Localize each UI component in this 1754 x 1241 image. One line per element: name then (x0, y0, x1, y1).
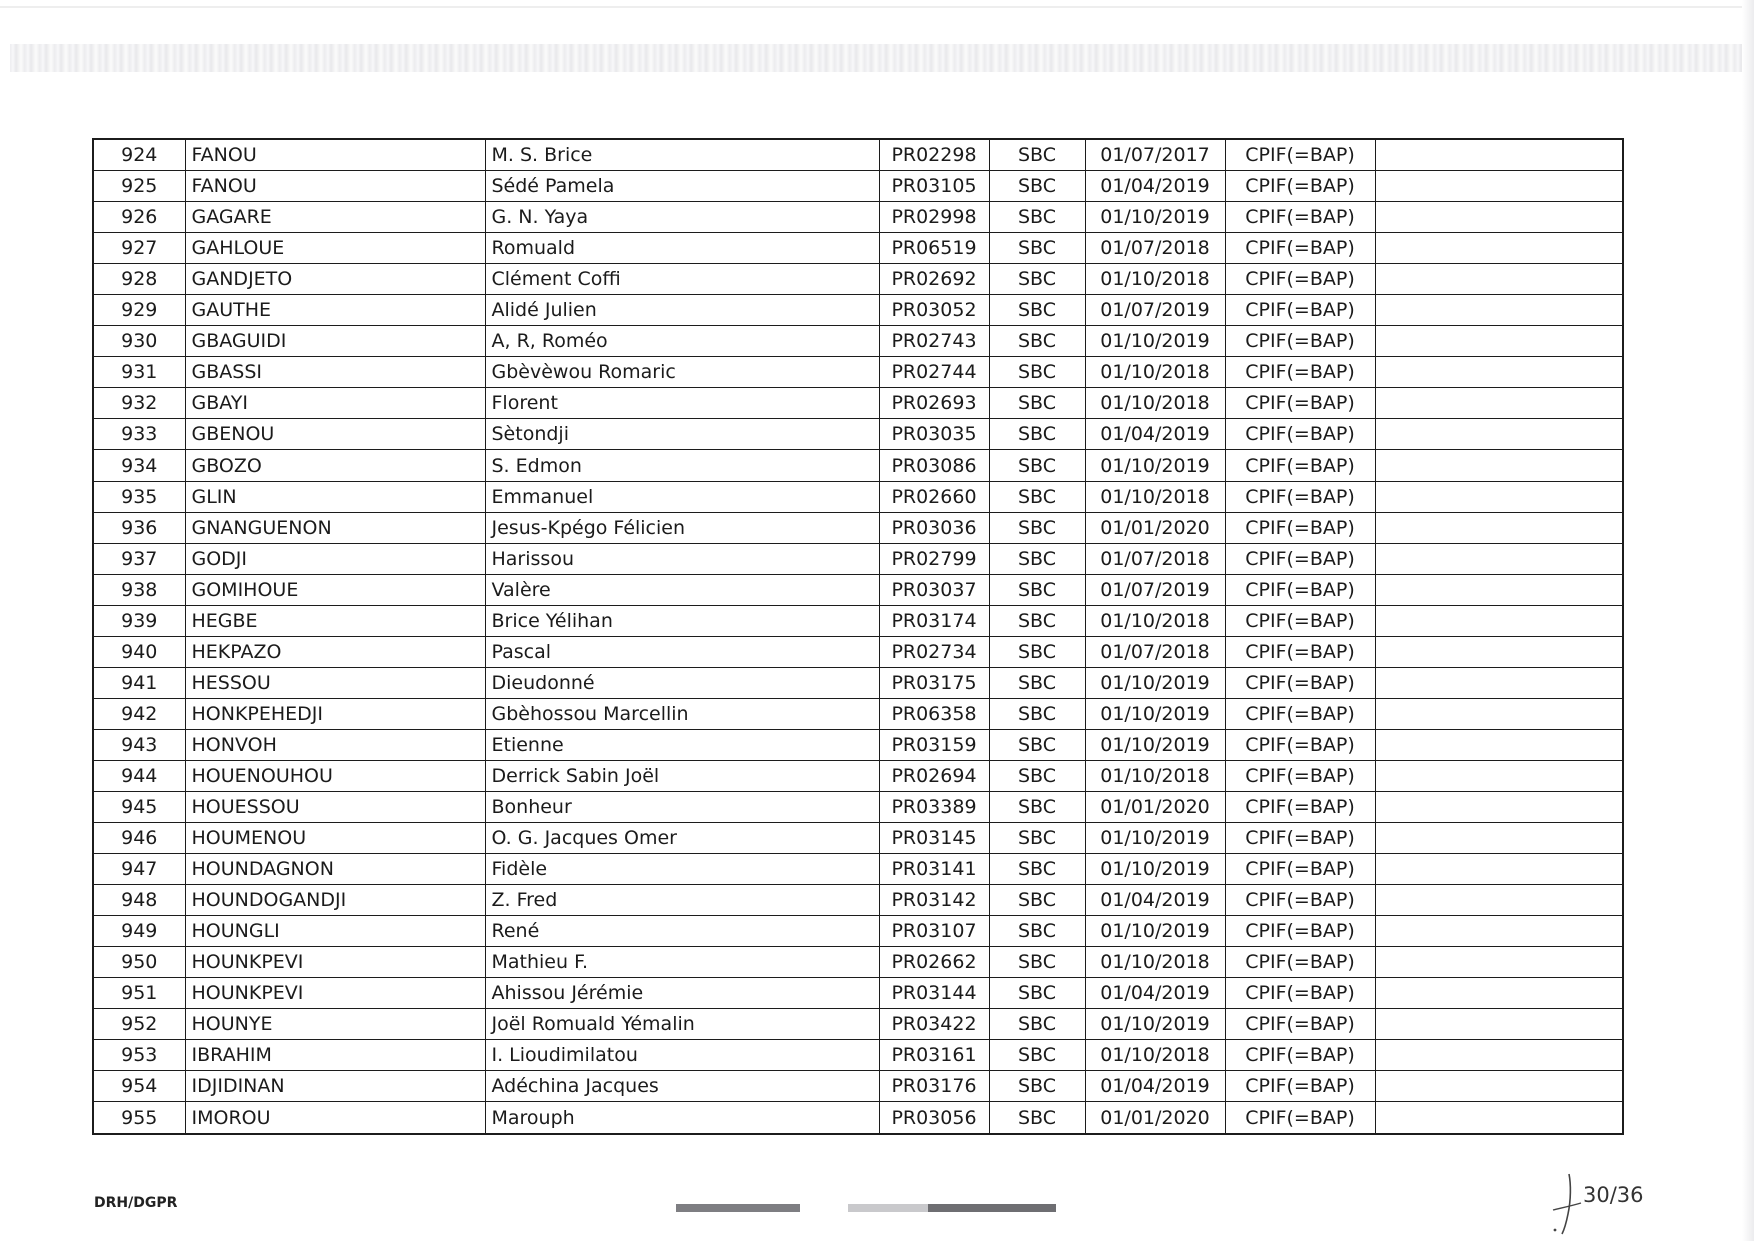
row-number-cell: 951 (93, 978, 185, 1009)
first-names-cell: Fidèle (485, 854, 879, 885)
category-cell: CPIF(=BAP) (1225, 1102, 1375, 1134)
observation-cell (1375, 574, 1623, 605)
observation-cell (1375, 264, 1623, 295)
table-row (93, 202, 1623, 233)
table-row (93, 978, 1623, 1009)
status-cell: SBC (989, 419, 1085, 450)
last-name-cell: GBOZO (185, 450, 485, 481)
matricule-cell: PR03037 (879, 574, 989, 605)
category-cell: CPIF(=BAP) (1225, 357, 1375, 388)
category-cell: CPIF(=BAP) (1225, 450, 1375, 481)
first-names-cell: Emmanuel (485, 481, 879, 512)
table-row (93, 823, 1623, 854)
category-cell: CPIF(=BAP) (1225, 543, 1375, 574)
effective-date-cell: 01/07/2019 (1085, 295, 1225, 326)
matricule-cell: PR06519 (879, 233, 989, 264)
matricule-cell: PR02662 (879, 947, 989, 978)
status-cell: SBC (989, 202, 1085, 233)
category-cell: CPIF(=BAP) (1225, 605, 1375, 636)
effective-date-cell: 01/07/2017 (1085, 139, 1225, 171)
last-name-cell: HOUNKPEVI (185, 947, 485, 978)
category-cell: CPIF(=BAP) (1225, 1009, 1375, 1040)
table-row (93, 139, 1623, 171)
last-name-cell: IDJIDINAN (185, 1071, 485, 1102)
category-cell: CPIF(=BAP) (1225, 481, 1375, 512)
table-row (93, 388, 1623, 419)
matricule-cell: PR02298 (879, 139, 989, 171)
effective-date-cell: 01/10/2018 (1085, 1040, 1225, 1071)
observation-cell (1375, 667, 1623, 698)
effective-date-cell: 01/04/2019 (1085, 978, 1225, 1009)
row-number-cell: 947 (93, 854, 185, 885)
category-cell: CPIF(=BAP) (1225, 233, 1375, 264)
status-cell: SBC (989, 233, 1085, 264)
category-cell: CPIF(=BAP) (1225, 295, 1375, 326)
row-number-cell: 954 (93, 1071, 185, 1102)
table-row (93, 605, 1623, 636)
category-cell: CPIF(=BAP) (1225, 854, 1375, 885)
table-row (93, 729, 1623, 760)
observation-cell (1375, 202, 1623, 233)
effective-date-cell: 01/10/2019 (1085, 854, 1225, 885)
observation-cell (1375, 295, 1623, 326)
status-cell: SBC (989, 729, 1085, 760)
matricule-cell: PR02799 (879, 543, 989, 574)
matricule-cell: PR03144 (879, 978, 989, 1009)
matricule-cell: PR02694 (879, 760, 989, 791)
status-cell: SBC (989, 760, 1085, 791)
status-cell: SBC (989, 636, 1085, 667)
category-cell: CPIF(=BAP) (1225, 388, 1375, 419)
scan-header-noise (10, 44, 1745, 72)
matricule-cell: PR03141 (879, 854, 989, 885)
first-names-cell: I. Lioudimilatou (485, 1040, 879, 1071)
category-cell: CPIF(=BAP) (1225, 419, 1375, 450)
last-name-cell: HOUMENOU (185, 823, 485, 854)
table-row (93, 450, 1623, 481)
row-number-cell: 938 (93, 574, 185, 605)
matricule-cell: PR02743 (879, 326, 989, 357)
first-names-cell: Mathieu F. (485, 947, 879, 978)
first-names-cell: G. N. Yaya (485, 202, 879, 233)
row-number-cell: 925 (93, 171, 185, 202)
first-names-cell: Brice Yélihan (485, 605, 879, 636)
table-row (93, 357, 1623, 388)
observation-cell (1375, 636, 1623, 667)
category-cell: CPIF(=BAP) (1225, 264, 1375, 295)
row-number-cell: 950 (93, 947, 185, 978)
table-row (93, 760, 1623, 791)
row-number-cell: 930 (93, 326, 185, 357)
table-row (93, 792, 1623, 823)
last-name-cell: GANDJETO (185, 264, 485, 295)
last-name-cell: GNANGUENON (185, 512, 485, 543)
first-names-cell: Z. Fred (485, 885, 879, 916)
last-name-cell: HOUNYE (185, 1009, 485, 1040)
row-number-cell: 945 (93, 792, 185, 823)
last-name-cell: HESSOU (185, 667, 485, 698)
observation-cell (1375, 357, 1623, 388)
last-name-cell: FANOU (185, 171, 485, 202)
first-names-cell: Harissou (485, 543, 879, 574)
first-names-cell: Pascal (485, 636, 879, 667)
matricule-cell: PR03422 (879, 1009, 989, 1040)
category-cell: CPIF(=BAP) (1225, 202, 1375, 233)
effective-date-cell: 01/10/2018 (1085, 947, 1225, 978)
observation-cell (1375, 947, 1623, 978)
first-names-cell: M. S. Brice (485, 139, 879, 171)
table-row (93, 481, 1623, 512)
first-names-cell: Ahissou Jérémie (485, 978, 879, 1009)
first-names-cell: Dieudonné (485, 667, 879, 698)
status-cell: SBC (989, 667, 1085, 698)
observation-cell (1375, 1071, 1623, 1102)
table-row (93, 885, 1623, 916)
first-names-cell: O. G. Jacques Omer (485, 823, 879, 854)
table-row (93, 1102, 1623, 1134)
table-row (93, 543, 1623, 574)
effective-date-cell: 01/10/2019 (1085, 823, 1225, 854)
observation-cell (1375, 916, 1623, 947)
row-number-cell: 940 (93, 636, 185, 667)
category-cell: CPIF(=BAP) (1225, 823, 1375, 854)
last-name-cell: HOUENOUHOU (185, 760, 485, 791)
effective-date-cell: 01/10/2019 (1085, 729, 1225, 760)
row-number-cell: 926 (93, 202, 185, 233)
footer-scan-bar (676, 1204, 1056, 1212)
table-row (93, 698, 1623, 729)
category-cell: CPIF(=BAP) (1225, 574, 1375, 605)
status-cell: SBC (989, 171, 1085, 202)
status-cell: SBC (989, 605, 1085, 636)
matricule-cell: PR02998 (879, 202, 989, 233)
row-number-cell: 934 (93, 450, 185, 481)
last-name-cell: GAGARE (185, 202, 485, 233)
matricule-cell: PR03145 (879, 823, 989, 854)
matricule-cell: PR03159 (879, 729, 989, 760)
table-row (93, 1071, 1623, 1102)
staff-table-body (93, 139, 1623, 1134)
status-cell: SBC (989, 326, 1085, 357)
first-names-cell: Derrick Sabin Joël (485, 760, 879, 791)
row-number-cell: 946 (93, 823, 185, 854)
table-row (93, 916, 1623, 947)
status-cell: SBC (989, 139, 1085, 171)
last-name-cell: HONVOH (185, 729, 485, 760)
first-names-cell: Alidé Julien (485, 295, 879, 326)
matricule-cell: PR03175 (879, 667, 989, 698)
row-number-cell: 931 (93, 357, 185, 388)
matricule-cell: PR02660 (879, 481, 989, 512)
last-name-cell: GLIN (185, 481, 485, 512)
table-row (93, 264, 1623, 295)
effective-date-cell: 01/04/2019 (1085, 419, 1225, 450)
table-row (93, 636, 1623, 667)
observation-cell (1375, 171, 1623, 202)
last-name-cell: HOUESSOU (185, 792, 485, 823)
observation-cell (1375, 978, 1623, 1009)
observation-cell (1375, 1009, 1623, 1040)
first-names-cell: Gbèvèwou Romaric (485, 357, 879, 388)
last-name-cell: GAUTHE (185, 295, 485, 326)
table-row (93, 295, 1623, 326)
category-cell: CPIF(=BAP) (1225, 729, 1375, 760)
first-names-cell: Romuald (485, 233, 879, 264)
category-cell: CPIF(=BAP) (1225, 326, 1375, 357)
row-number-cell: 928 (93, 264, 185, 295)
category-cell: CPIF(=BAP) (1225, 792, 1375, 823)
last-name-cell: GBAGUIDI (185, 326, 485, 357)
observation-cell (1375, 543, 1623, 574)
staff-table (92, 138, 1624, 1135)
row-number-cell: 949 (93, 916, 185, 947)
effective-date-cell: 01/10/2018 (1085, 481, 1225, 512)
matricule-cell: PR03142 (879, 885, 989, 916)
category-cell: CPIF(=BAP) (1225, 667, 1375, 698)
last-name-cell: HOUNDOGANDJI (185, 885, 485, 916)
matricule-cell: PR03056 (879, 1102, 989, 1134)
matricule-cell: PR03035 (879, 419, 989, 450)
matricule-cell: PR03105 (879, 171, 989, 202)
effective-date-cell: 01/10/2019 (1085, 202, 1225, 233)
table-row (93, 1009, 1623, 1040)
effective-date-cell: 01/01/2020 (1085, 792, 1225, 823)
effective-date-cell: 01/10/2018 (1085, 388, 1225, 419)
row-number-cell: 955 (93, 1102, 185, 1134)
row-number-cell: 933 (93, 419, 185, 450)
last-name-cell: IBRAHIM (185, 1040, 485, 1071)
table-row (93, 171, 1623, 202)
first-names-cell: Bonheur (485, 792, 879, 823)
table-row (93, 667, 1623, 698)
footer-code: DRH/DGPR (94, 1195, 178, 1211)
effective-date-cell: 01/07/2018 (1085, 233, 1225, 264)
category-cell: CPIF(=BAP) (1225, 760, 1375, 791)
category-cell: CPIF(=BAP) (1225, 171, 1375, 202)
status-cell: SBC (989, 295, 1085, 326)
matricule-cell: PR03389 (879, 792, 989, 823)
row-number-cell: 952 (93, 1009, 185, 1040)
matricule-cell: PR03107 (879, 916, 989, 947)
observation-cell (1375, 698, 1623, 729)
status-cell: SBC (989, 978, 1085, 1009)
table-row (93, 574, 1623, 605)
row-number-cell: 941 (93, 667, 185, 698)
last-name-cell: HONKPEHEDJI (185, 698, 485, 729)
last-name-cell: HOUNKPEVI (185, 978, 485, 1009)
row-number-cell: 939 (93, 605, 185, 636)
matricule-cell: PR02693 (879, 388, 989, 419)
matricule-cell: PR02744 (879, 357, 989, 388)
row-number-cell: 924 (93, 139, 185, 171)
status-cell: SBC (989, 264, 1085, 295)
matricule-cell: PR02692 (879, 264, 989, 295)
matricule-cell: PR03052 (879, 295, 989, 326)
row-number-cell: 935 (93, 481, 185, 512)
status-cell: SBC (989, 450, 1085, 481)
category-cell: CPIF(=BAP) (1225, 1071, 1375, 1102)
status-cell: SBC (989, 1071, 1085, 1102)
effective-date-cell: 01/10/2019 (1085, 326, 1225, 357)
row-number-cell: 937 (93, 543, 185, 574)
status-cell: SBC (989, 1102, 1085, 1134)
row-number-cell: 944 (93, 760, 185, 791)
observation-cell (1375, 326, 1623, 357)
observation-cell (1375, 823, 1623, 854)
effective-date-cell: 01/01/2020 (1085, 512, 1225, 543)
last-name-cell: HOUNGLI (185, 916, 485, 947)
observation-cell (1375, 450, 1623, 481)
status-cell: SBC (989, 916, 1085, 947)
status-cell: SBC (989, 792, 1085, 823)
status-cell: SBC (989, 698, 1085, 729)
row-number-cell: 929 (93, 295, 185, 326)
observation-cell (1375, 885, 1623, 916)
observation-cell (1375, 1040, 1623, 1071)
category-cell: CPIF(=BAP) (1225, 947, 1375, 978)
table-row (93, 233, 1623, 264)
observation-cell (1375, 792, 1623, 823)
category-cell: CPIF(=BAP) (1225, 978, 1375, 1009)
observation-cell (1375, 388, 1623, 419)
last-name-cell: GBAYI (185, 388, 485, 419)
last-name-cell: GBENOU (185, 419, 485, 450)
last-name-cell: HOUNDAGNON (185, 854, 485, 885)
page-number: 30/36 (1583, 1183, 1644, 1207)
table-row (93, 326, 1623, 357)
last-name-cell: GODJI (185, 543, 485, 574)
matricule-cell: PR03036 (879, 512, 989, 543)
first-names-cell: Florent (485, 388, 879, 419)
category-cell: CPIF(=BAP) (1225, 698, 1375, 729)
status-cell: SBC (989, 947, 1085, 978)
observation-cell (1375, 760, 1623, 791)
observation-cell (1375, 729, 1623, 760)
first-names-cell: Marouph (485, 1102, 879, 1134)
last-name-cell: GOMIHOUE (185, 574, 485, 605)
observation-cell (1375, 233, 1623, 264)
category-cell: CPIF(=BAP) (1225, 1040, 1375, 1071)
status-cell: SBC (989, 1009, 1085, 1040)
observation-cell (1375, 512, 1623, 543)
effective-date-cell: 01/10/2018 (1085, 760, 1225, 791)
status-cell: SBC (989, 854, 1085, 885)
category-cell: CPIF(=BAP) (1225, 512, 1375, 543)
observation-cell (1375, 419, 1623, 450)
last-name-cell: FANOU (185, 139, 485, 171)
last-name-cell: HEGBE (185, 605, 485, 636)
table-row (93, 512, 1623, 543)
status-cell: SBC (989, 543, 1085, 574)
category-cell: CPIF(=BAP) (1225, 636, 1375, 667)
category-cell: CPIF(=BAP) (1225, 139, 1375, 171)
first-names-cell: Sédé Pamela (485, 171, 879, 202)
effective-date-cell: 01/10/2019 (1085, 916, 1225, 947)
observation-cell (1375, 481, 1623, 512)
last-name-cell: IMOROU (185, 1102, 485, 1134)
status-cell: SBC (989, 388, 1085, 419)
observation-cell (1375, 1102, 1623, 1134)
row-number-cell: 943 (93, 729, 185, 760)
row-number-cell: 953 (93, 1040, 185, 1071)
first-names-cell: A, R, Roméo (485, 326, 879, 357)
matricule-cell: PR03161 (879, 1040, 989, 1071)
first-names-cell: Clément Coffi (485, 264, 879, 295)
matricule-cell: PR03176 (879, 1071, 989, 1102)
row-number-cell: 942 (93, 698, 185, 729)
status-cell: SBC (989, 574, 1085, 605)
first-names-cell: Etienne (485, 729, 879, 760)
effective-date-cell: 01/10/2019 (1085, 667, 1225, 698)
effective-date-cell: 01/07/2018 (1085, 543, 1225, 574)
status-cell: SBC (989, 885, 1085, 916)
table-row (93, 1040, 1623, 1071)
category-cell: CPIF(=BAP) (1225, 885, 1375, 916)
first-names-cell: Adéchina Jacques (485, 1071, 879, 1102)
table-row (93, 854, 1623, 885)
matricule-cell: PR03174 (879, 605, 989, 636)
effective-date-cell: 01/01/2020 (1085, 1102, 1225, 1134)
effective-date-cell: 01/10/2019 (1085, 1009, 1225, 1040)
row-number-cell: 932 (93, 388, 185, 419)
row-number-cell: 948 (93, 885, 185, 916)
status-cell: SBC (989, 357, 1085, 388)
signature-mark (1535, 1170, 1585, 1236)
scan-top-edge (0, 6, 1754, 8)
matricule-cell: PR06358 (879, 698, 989, 729)
observation-cell (1375, 139, 1623, 171)
observation-cell (1375, 854, 1623, 885)
effective-date-cell: 01/07/2019 (1085, 574, 1225, 605)
first-names-cell: Joël Romuald Yémalin (485, 1009, 879, 1040)
last-name-cell: GBASSI (185, 357, 485, 388)
row-number-cell: 936 (93, 512, 185, 543)
table-row (93, 947, 1623, 978)
last-name-cell: GAHLOUE (185, 233, 485, 264)
effective-date-cell: 01/10/2019 (1085, 450, 1225, 481)
status-cell: SBC (989, 1040, 1085, 1071)
category-cell: CPIF(=BAP) (1225, 916, 1375, 947)
effective-date-cell: 01/04/2019 (1085, 885, 1225, 916)
first-names-cell: René (485, 916, 879, 947)
effective-date-cell: 01/10/2018 (1085, 605, 1225, 636)
scan-right-edge (1742, 0, 1754, 1241)
first-names-cell: S. Edmon (485, 450, 879, 481)
effective-date-cell: 01/10/2018 (1085, 264, 1225, 295)
observation-cell (1375, 605, 1623, 636)
effective-date-cell: 01/04/2019 (1085, 171, 1225, 202)
status-cell: SBC (989, 512, 1085, 543)
status-cell: SBC (989, 481, 1085, 512)
effective-date-cell: 01/07/2018 (1085, 636, 1225, 667)
table-row (93, 419, 1623, 450)
effective-date-cell: 01/10/2018 (1085, 357, 1225, 388)
matricule-cell: PR02734 (879, 636, 989, 667)
effective-date-cell: 01/10/2019 (1085, 698, 1225, 729)
first-names-cell: Sètondji (485, 419, 879, 450)
last-name-cell: HEKPAZO (185, 636, 485, 667)
matricule-cell: PR03086 (879, 450, 989, 481)
first-names-cell: Jesus-Kpégo Félicien (485, 512, 879, 543)
first-names-cell: Valère (485, 574, 879, 605)
row-number-cell: 927 (93, 233, 185, 264)
effective-date-cell: 01/04/2019 (1085, 1071, 1225, 1102)
first-names-cell: Gbèhossou Marcellin (485, 698, 879, 729)
status-cell: SBC (989, 823, 1085, 854)
